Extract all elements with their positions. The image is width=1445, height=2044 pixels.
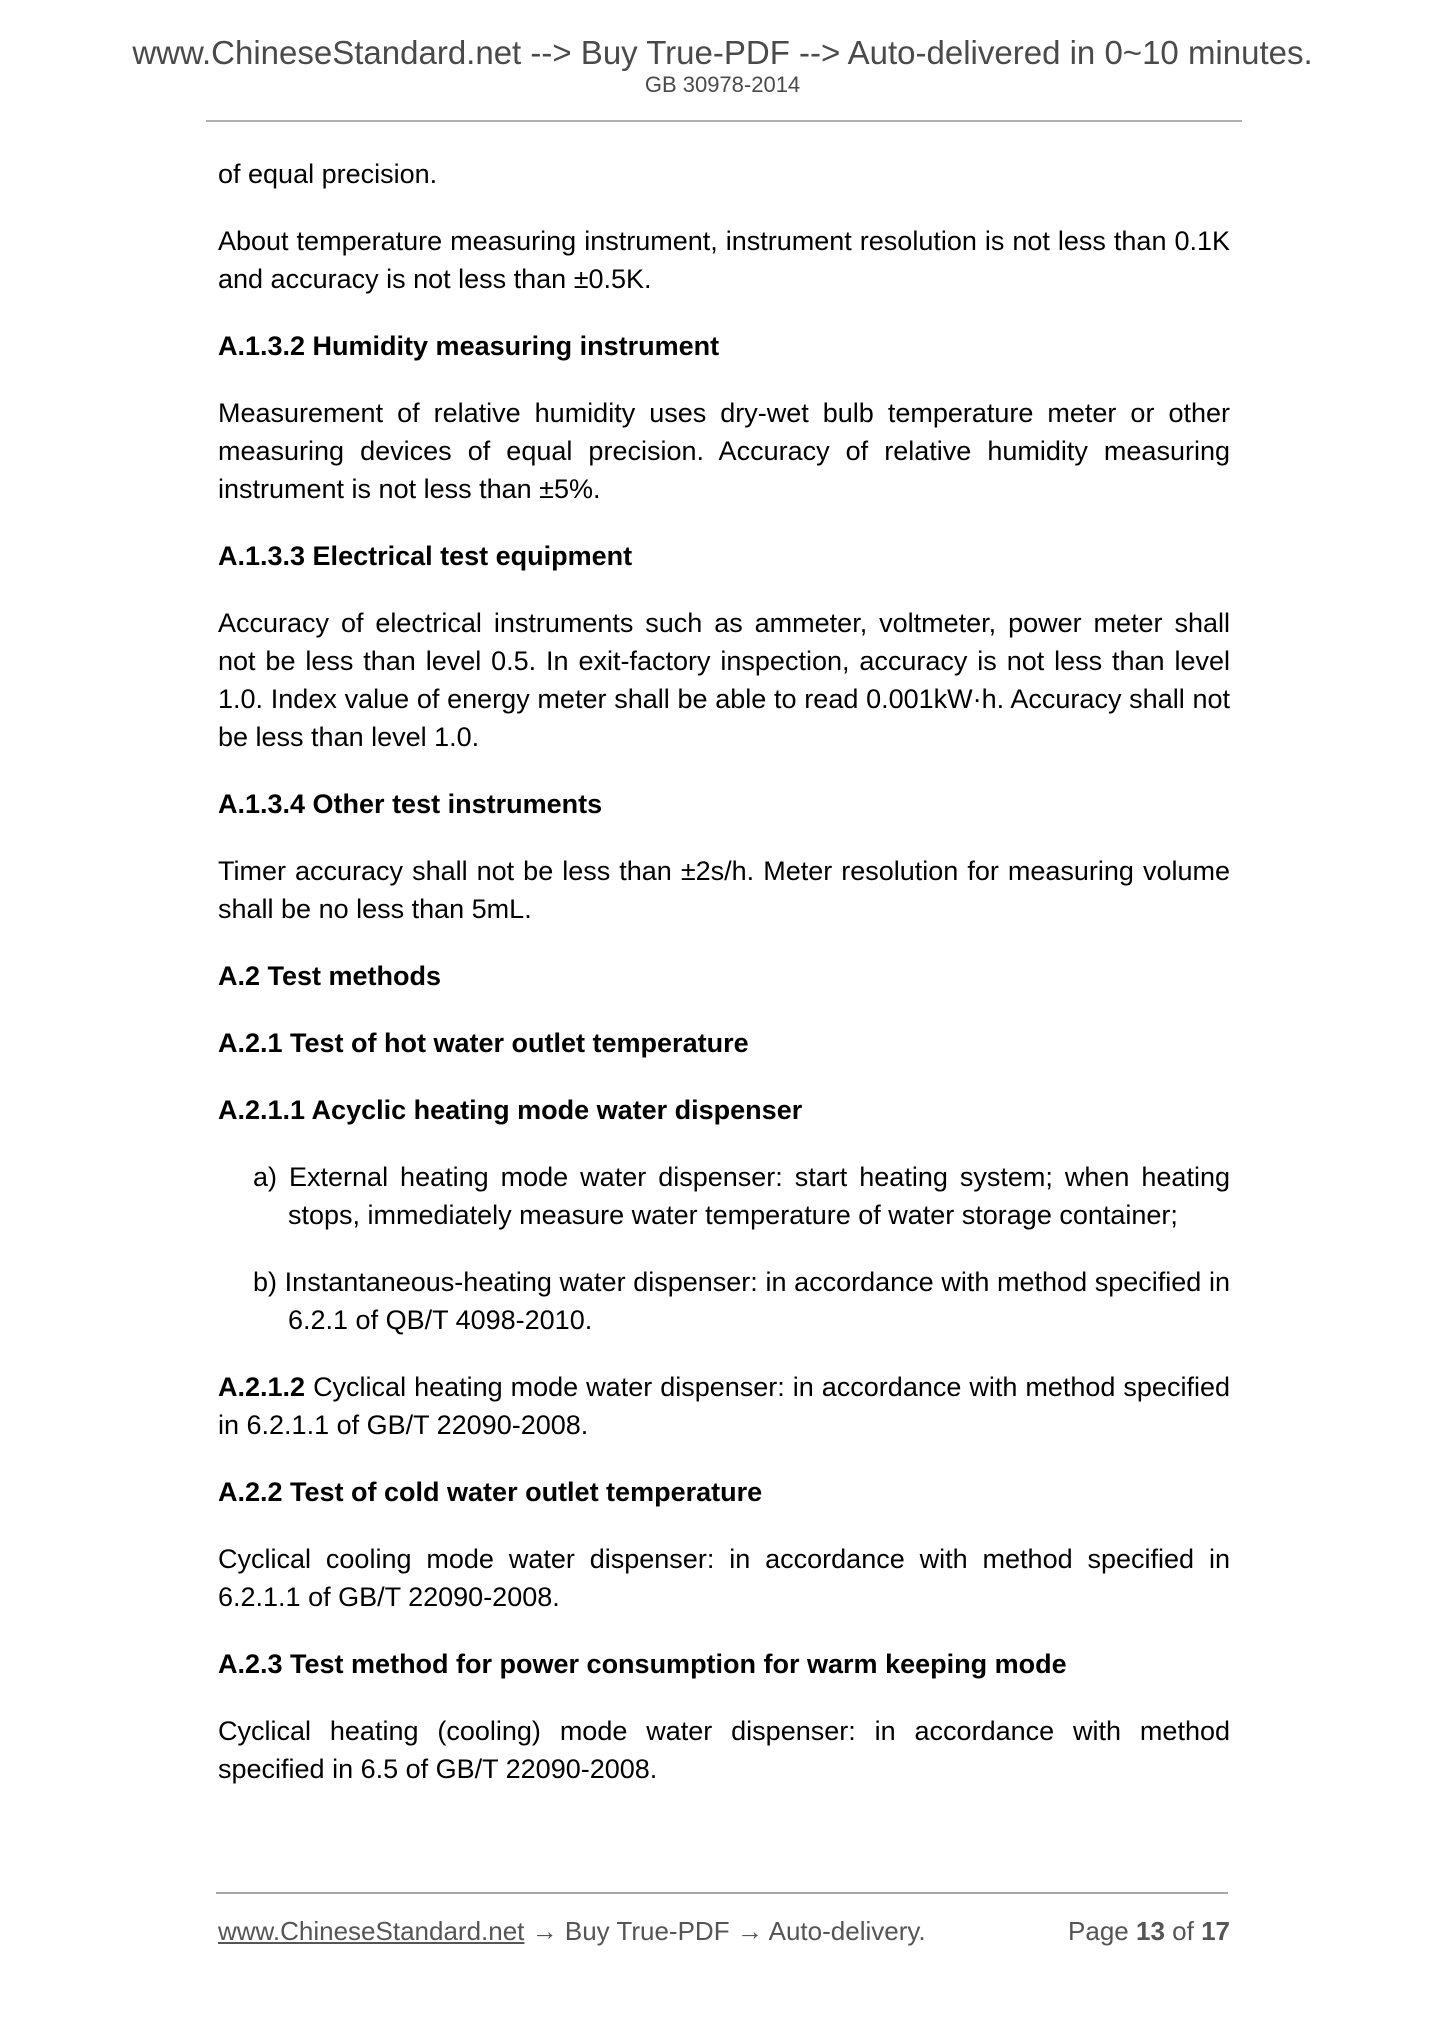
section-heading-a23: A.2.3 Test method for power consumption for warm keeping mode — [218, 1649, 1067, 1679]
footer-site-link[interactable]: www.ChineseStandard.net — [218, 1916, 525, 1946]
section-heading-a133: A.1.3.3 Electrical test equipment — [218, 541, 633, 571]
document-body — [218, 155, 1230, 1817]
list-item — [253, 1263, 1230, 1339]
section-heading-a211: A.2.1.1 Acyclic heating mode water dispenser — [218, 1095, 803, 1125]
paragraph-a212 — [218, 1368, 1230, 1444]
page-indicator — [1068, 1916, 1230, 1946]
arrow-right-icon: → — [531, 1916, 558, 1946]
header-banner: www.ChineseStandard.net --> Buy True-PDF --> Auto-delivered in 0~10 minutes. — [132, 34, 1313, 71]
section-heading-a134: A.1.3.4 Other test instruments — [218, 789, 603, 819]
list-marker: b) — [253, 1267, 278, 1297]
section-heading-a22: A.2.2 Test of cold water outlet temperature — [218, 1477, 763, 1507]
standard-id: GB 30978-2014 — [644, 72, 801, 97]
list-item — [253, 1158, 1230, 1234]
paragraph: Accuracy of electrical instruments such as ammeter, voltmeter, power meter shall not be less than level 0.5. In exit-factory inspection, accuracy is not less than level 1.0. Index value of energy meter shall be able to read 0.001kW·h. Accuracy shall not be less than level 1.0. — [218, 608, 1230, 752]
paragraph: Measurement of relative humidity uses dry-wet bulb temperature meter or other measuring devices of equal precision. Accuracy of relative humidity measuring instrument is not less than ±5%. — [218, 398, 1230, 504]
section-heading-a132: A.1.3.2 Humidity measuring instrument — [218, 331, 720, 361]
paragraph: Timer accuracy shall not be less than ±2s/h. Meter resolution for measuring volume shall be no less than 5mL. — [218, 856, 1230, 924]
page-total: 17 — [1201, 1916, 1230, 1946]
paragraph: Cyclical cooling mode water dispenser: in accordance with method specified in 6.2.1.1 of GB/T 22090-2008. — [218, 1544, 1230, 1612]
paragraph: Cyclical heating (cooling) mode water dispenser: in accordance with method specified in 6.5 of GB/T 22090-2008. — [218, 1716, 1230, 1784]
paragraph: About temperature measuring instrument, instrument resolution is not less than 0.1K and accuracy is not less than ±0.5K. — [218, 226, 1230, 294]
footer-delivery-text: Auto-delivery. — [768, 1916, 926, 1946]
footer-divider — [216, 1892, 1228, 1894]
footer-buy-text: Buy True-PDF — [564, 1916, 730, 1946]
section-heading-a21: A.2.1 Test of hot water outlet temperature — [218, 1028, 749, 1058]
paragraph: of equal precision. — [218, 159, 438, 189]
header-divider — [206, 120, 1242, 122]
clause-text: Cyclical heating mode water dispenser: in accordance with method specified in 6.2.1.1 of GB/T 22090-2008. — [218, 1372, 1230, 1440]
section-heading-a2: A.2 Test methods — [218, 961, 442, 991]
clause-number: A.2.1.2 — [218, 1372, 306, 1402]
footer — [218, 1916, 1230, 1946]
list-text: Instantaneous-heating water dispenser: in accordance with method specified in 6.2.1 of QB/T 4098-2010. — [284, 1267, 1230, 1335]
arrow-right-icon: → — [736, 1916, 763, 1946]
page-label: Page — [1068, 1916, 1129, 1946]
list-text: External heating mode water dispenser: start heating system; when heating stops, immediately measure water temperature of water storage container; — [288, 1162, 1230, 1230]
page-current: 13 — [1136, 1916, 1165, 1946]
of-label: of — [1172, 1916, 1194, 1946]
list-marker: a) — [253, 1162, 278, 1192]
